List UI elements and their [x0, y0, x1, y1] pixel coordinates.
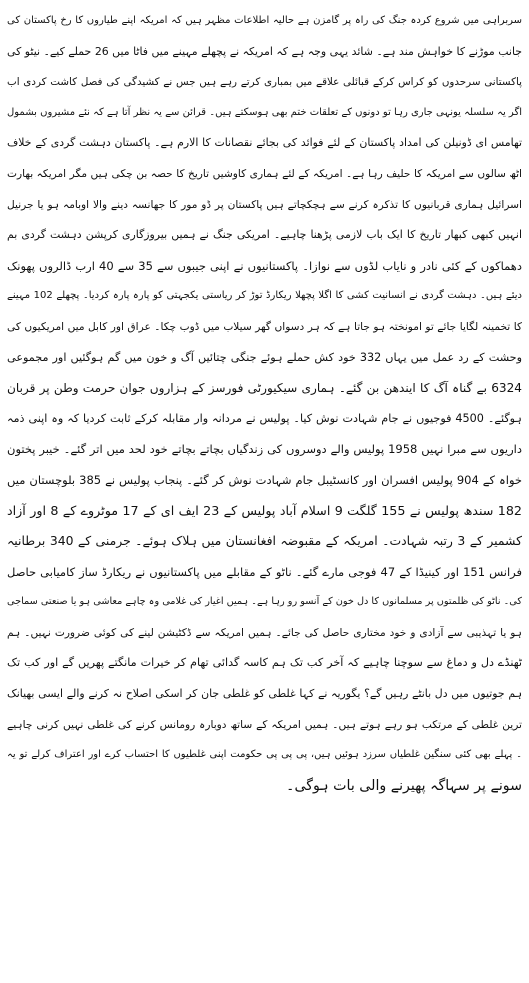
article-line: وحشت کے رد عمل میں یہاں 332 خود کش حملے ہوئے جنگی چتائیں آگ و خون میں گم ہوگئیں اور مجموعی: [7, 350, 522, 364]
article-line: سربراہی میں شروع کردہ جنگ کی راہ پر گامزن ہے حالیہ اطلاعات مظہر ہیں کہ امریکہ اپنے طیاروں کا رخ پاکستان کی: [7, 15, 522, 26]
article-line: فرانس 151 اور کینیڈا کے 47 فوجی مارے گئے۔ ناٹو کے مقابلے میں پاکستانیوں نے ریکارڈ ساز کامیابی حاصل: [7, 564, 522, 579]
article-line: ترین غلطی کے مرتکب ہو رہے ہوتے ہیں۔ ہمیں امریکہ کے ساتھ دوبارہ رومانس کرنے کی غلطی نہیں کرنی چاہیے: [7, 718, 522, 731]
article-line: جانب موڑنے کا خواہش مند ہے۔ شائد یہی وجہ ہے کہ امریکہ نے پچھلے مہینے میں فاٹا میں 26 حملے کیے۔ نیٹو کی: [7, 44, 522, 58]
article-line: خواہ کے 904 پولیس افسران اور کانسٹیبل جام شہادت نوش کر گئے۔ پنجاب پولیس نے 385 بلوچستان میں: [7, 472, 522, 487]
article-line: کشمیر کے 3 رتبہ شہادت۔ امریکہ کے مقبوضہ افغانستان میں ہلاک ہوئے۔ جرمنی کے 340 برطانیہ: [7, 533, 522, 549]
article-line: دیئے ہیں۔ دہشت گردی نے انسانیت کشی کا اگلا پچھلا ریکارڈ توڑ کر ریاستی یکجہتی کو پارہ پارہ کردیا۔ پچھلے 102 مہینے: [7, 290, 522, 302]
article-line: 182 سندھ پولیس نے 155 گلگت 9 اسلام آباد پولیس کے 23 ایف ای کے 17 موٹروے کے 8 اور آزاد: [7, 502, 522, 518]
article-line: اٹھ سالوں سے امریکہ کا حلیف رہا ہے۔ امریکہ کے لئے ہماری کاوشیں تاریخ کا حصہ بن چکی ہیں مگر امریکہ بھارت: [7, 167, 522, 180]
article-line: انہیں کبھی کبھار تاریخ کا ایک باب لازمی پڑھنا چاہیے۔ امریکی جنگ نے ہمیں بیروزگاری کرپشن دہشت گردی بم: [7, 228, 522, 242]
article-line: پاکستانی سرحدوں کو کراس کرکے قبائلی علاقے میں بمباری کرتے رہے ہیں جس نے کشیدگی کی فصل کاشت کردی اب: [7, 76, 522, 89]
article-line: ٹھنڈے دل و دماغ سے سوچنا چاہیے کہ آخر کب تک ہم کاسہ گدائی تھام کر خیرات مانگتے پھریں گے اور کب تک: [7, 656, 522, 670]
article-line: کا تخمینہ لگایا جائے تو امونختہ ہو جاتا ہے کہ ہر دسواں گھر سیلاب میں ڈوب چکا۔ عراق اور کابل میں امریکیوں کی: [7, 320, 522, 333]
article-line: تھامس ای ڈونیلن کی امداد پاکستان کے لئے فوائد کی بجائے نقصانات کا الارم ہے۔ پاکستان دہشت گردی کے خلاف: [7, 136, 522, 150]
article-line: داریوں سے مبرا نہیں 1958 پولیس والے دوسروں کی زندگیاں بچاتے بچاتے خود لحد میں اتر گئے۔ خیبر پختون: [7, 442, 522, 457]
article-line: اگر یہ سلسلہ یونہی جاری رہا تو دونوں کے تعلقات ختم بھی ہوسکتے ہیں۔ قرائن سے یہ نظر آتا ہے کہ نئے مشیروں بشمول: [7, 106, 522, 118]
urdu-article-body: [7, 6, 522, 801]
article-line: اسرائیل ہماری قربانیوں کا تذکرہ کرنے سے ہچکچاتے ہیں پاکستان پر ڈو مور کا جھانسہ دینے والا اوبامہ ہو یا جرنیل: [7, 198, 522, 211]
article-line: ہوگئے۔ 4500 فوجیوں نے جام شہادت نوش کیا۔ پولیس نے مردانہ وار مقابلہ کرکے ثابت کردیا کہ وہ اپنی ذمہ: [7, 411, 522, 425]
article-line-final: سونے پر سہاگہ پھیرنے والی بات ہوگی۔: [286, 777, 522, 794]
article-line: ہو یا تہذیبی سے آزادی و خود مختاری حاصل کی جائے۔ ہمیں امریکہ سے ڈکٹیشن لینے کی کوئی ضرورت نہیں۔ ہم: [7, 626, 522, 639]
article-line: ہم جوتیوں میں دل بانٹے رہیں گے؟ یگوریہ نے کہا غلطی کو غلطی جان کر اسکی اصلاح نہ کرنے والے ایسی بھیانک: [7, 687, 522, 701]
article-line: ۔ پہلے بھی کئی سنگین غلطیاں سرزد ہوئیں ہیں، پی پی پی حکومت اپنی غلطیوں کا احتساب کرے اور اعتراف کرلے تو یہ: [7, 749, 522, 761]
article-line: 6324 بے گناہ آگ کا ایندھن بن گئے۔ ہماری سیکیورٹی فورسز کے ہزاروں جوان حرمت وطن پر قربان: [7, 381, 522, 396]
article-line: دھماکوں کے کئی نادر و نایاب لڈوں سے نوازا۔ پاکستانیوں نے اپنی جیبوں سے 35 سے 40 ارب ڈالروں پھونک: [7, 258, 522, 273]
article-line: کی۔ ناٹو کی ظلمتوں پر مسلمانوں کا دل خون کے آنسو رو رہا ہے۔ ہمیں اغیار کی غلامی وہ چاہے معاشی ہو یا صنعتی سماجی: [7, 596, 522, 608]
